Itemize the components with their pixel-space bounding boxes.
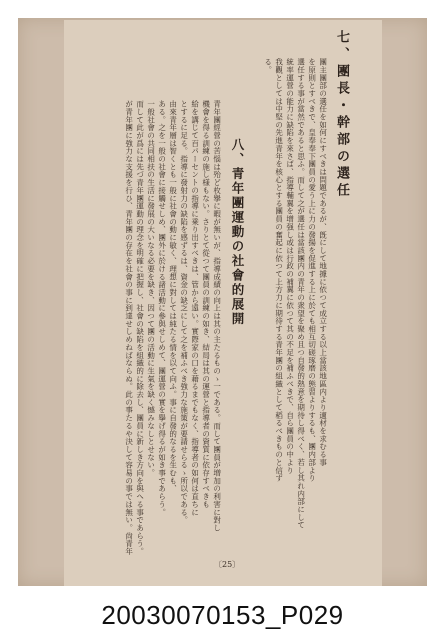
text-line: とするに足る。指導に發射力の缺陷を感ずるは、資金の缺乏にして之を補ふべき強力な施策が要請せらるゝ所以である。 [179, 100, 189, 524]
text-line: ある。之を一般の社會に接觸せしめ、團外に於ける諸活動に參與せしめて、團運營の實を擧げ得るが如き事であらう。 [157, 100, 167, 517]
text-line: 給を講じて百パーセントの指導に乗り出すべきは、管から遠い。實際家の口を藉るまでもなく、指導者の如何は直ちに [190, 100, 200, 517]
text-line: 統率運營の能力に缺陷を來さば、指導輔翼を增强し或は行政の補翼に依つて其の不足を補ふべきで、自ら團員の中より [285, 58, 295, 475]
scanned-sheet [18, 18, 427, 586]
text-line: 青年團經營の苦惱は殆ど枚擧に暇が無いが、指導成績の向上は其の主たるものゝ一である。而して團員が増加の利害に對し [212, 100, 222, 532]
text-line: 我觀としては中堅の先進青年を核心とする團員の奮起に依つて上方力に期待する青年團の組織として稻るべきものと信ず [274, 58, 284, 482]
book-page [64, 20, 382, 586]
text-line: が青年團に強力な支援を行ひ、青年團の存在を社會の事に到達せしめねばならぬ。此の事たるや決して容易の事では無い。尙青年 [124, 100, 134, 556]
text-line: 由來青年層は智くとも一般に社會の動に敏く、理想に對しては純たる情を以て向ふ。事に自發的なるを生むも、 [168, 100, 178, 493]
text-line: 一般社會の共同相扶の生活に發展の大いなる必要を缺き、因つて團の活動に生氣を缺く憾みなしとせない。 [146, 100, 156, 477]
page-number: 〔25〕 [214, 560, 241, 569]
text-line: 選任する事が當然であると思ふ。而して之が選任は當該團内の青年の衆望を聚め且つ自發的熱意を期待し得べく、若し其れ内部にして [296, 58, 306, 529]
text-line: 而して此が爲には先づ青年團運動の理念を明確に把握し、社會の缺陷を組織的に除去し、團員に新しき方向を與へる事であらう。 [135, 100, 145, 556]
text-line: 機會を得る訓練の施し様もない。さりとて從つて團員の訓練の如き、結局は其の運營と指導者の資質に依存すべきも [201, 100, 211, 509]
section-eight-heading: 八、青年團運動の社會的展開 [230, 138, 245, 327]
image-caption: 20030070153_P029 [101, 600, 344, 630]
text-line: を原則とすべきで、皇奉奉下團員の愛う上に力の發揚を促進する上に於ても相互切磋琢磨の態習よりするも、團内部より [307, 58, 317, 482]
text-line: 團主團部の選任を如何にすべきは問題であるが、旣にして地據に依つて成立する以上當該地區内より適材を求むる事 [318, 58, 328, 467]
section-seven-heading: 七、團長・幹部の選任 [334, 30, 349, 200]
text-line: る。 [263, 58, 273, 74]
